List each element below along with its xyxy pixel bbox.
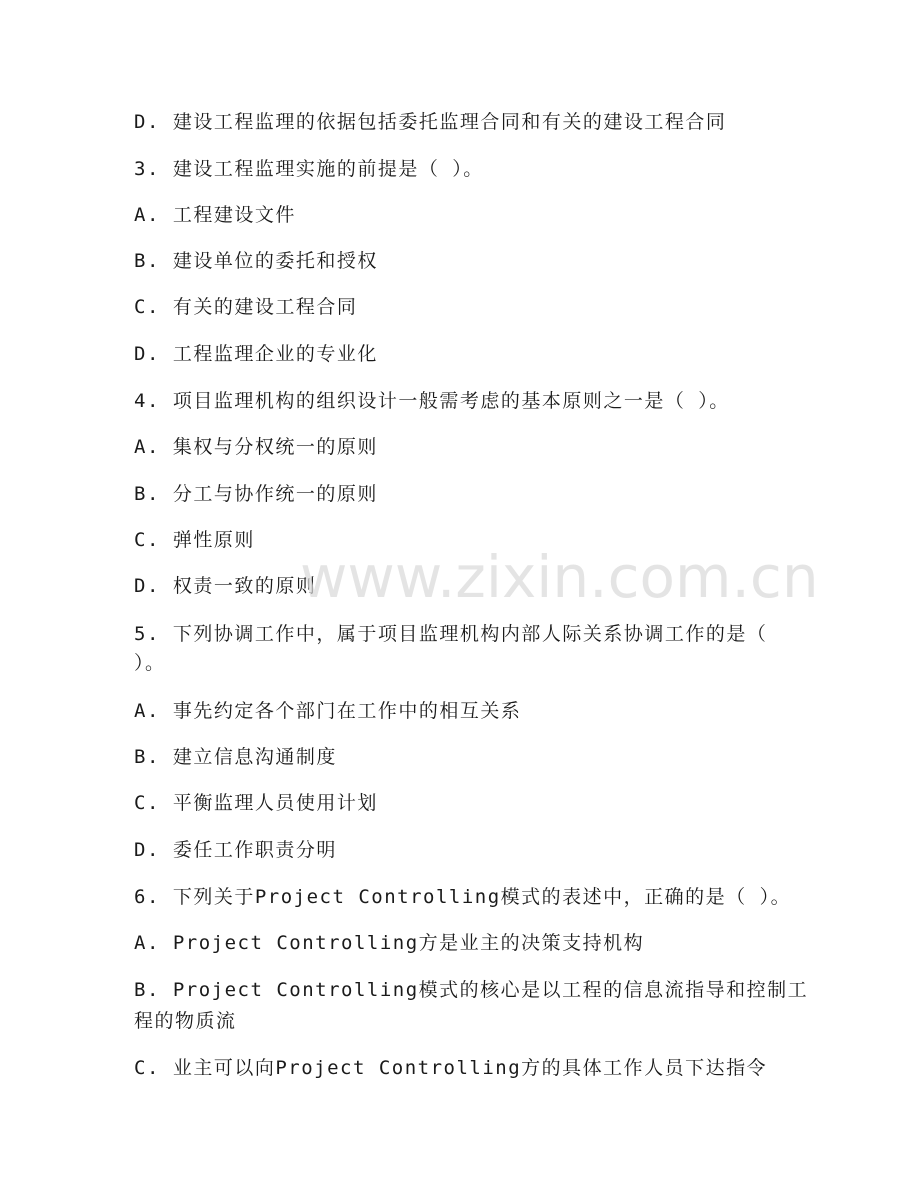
option-line: C. 业主可以向Project Controlling方的具体工作人员下达指令 xyxy=(134,1057,768,1079)
option-line: A. 事先约定各个部门在工作中的相互关系 xyxy=(134,700,522,722)
option-line: B. 建立信息沟通制度 xyxy=(134,746,337,768)
option-line: C. 弹性原则 xyxy=(134,529,255,551)
question-5-continued: ）。 xyxy=(134,652,166,674)
option-line: D. 工程监理企业的专业化 xyxy=(134,343,378,365)
option-line: D. 委任工作职责分明 xyxy=(134,839,337,861)
option-line: C. 平衡监理人员使用计划 xyxy=(134,792,378,814)
option-line: B. Project Controlling模式的核心是以工程的信息流指导和控制工 xyxy=(134,979,809,1001)
question-6: 6. 下列关于Project Controlling模式的表述中，正确的是（ ）。 xyxy=(134,886,792,908)
watermark: www.zixin.com.cn xyxy=(300,543,819,611)
option-line: B. 分工与协作统一的原则 xyxy=(134,483,378,505)
question-5: 5. 下列协调工作中，属于项目监理机构内部人际关系协调工作的是（ xyxy=(134,623,768,645)
option-line: B. 建设单位的委托和授权 xyxy=(134,250,378,272)
option-line: A. Project Controlling方是业主的决策支持机构 xyxy=(134,932,645,954)
option-line: C. 有关的建设工程合同 xyxy=(134,296,358,318)
option-line: A. 集权与分权统一的原则 xyxy=(134,436,378,458)
option-line-continued: 程的物质流 xyxy=(134,1010,237,1032)
option-line: D. 权责一致的原则 xyxy=(134,575,317,597)
question-4: 4. 项目监理机构的组织设计一般需考虑的基本原则之一是（ ）。 xyxy=(134,390,730,412)
option-line: A. 工程建设文件 xyxy=(134,204,296,226)
question-3: 3. 建设工程监理实施的前提是（ ）。 xyxy=(134,158,484,180)
text-line: D. 建设工程监理的依据包括委托监理合同和有关的建设工程合同 xyxy=(134,111,727,133)
